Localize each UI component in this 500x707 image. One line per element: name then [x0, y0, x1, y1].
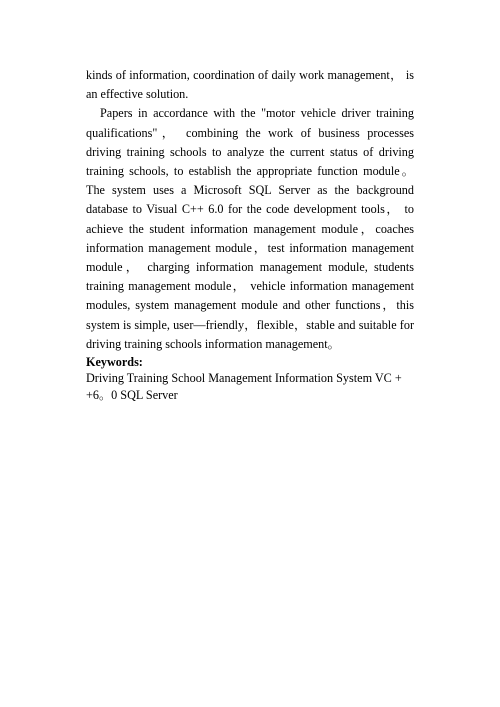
keywords-heading: Keywords:: [86, 355, 143, 370]
paragraph-continuation: kinds of information, coordination of daily work management， is an effective solution.: [86, 68, 414, 102]
abstract-text-block: [86, 66, 414, 404]
paragraph-main: Papers in accordance with the "motor vehicle driver training qualifications"， combining the work of business processes driving training schools to analyze the current status of driving training schools, to establish the appropriate function module。The system uses a Microsoft SQL Server as the background database to Visual C++ 6.0 for the code development tools， to achieve the student information management module，coaches information management module，test information management module， charging information management module, students training management module， vehicle information management modules, system management module and other functions，this system is simple, user—friendly，flexible，stable and suitable for driving training schools information management。: [86, 106, 414, 351]
keywords-text: Driving Training School Management Information System VC + +6。0 SQL Server: [86, 371, 402, 403]
